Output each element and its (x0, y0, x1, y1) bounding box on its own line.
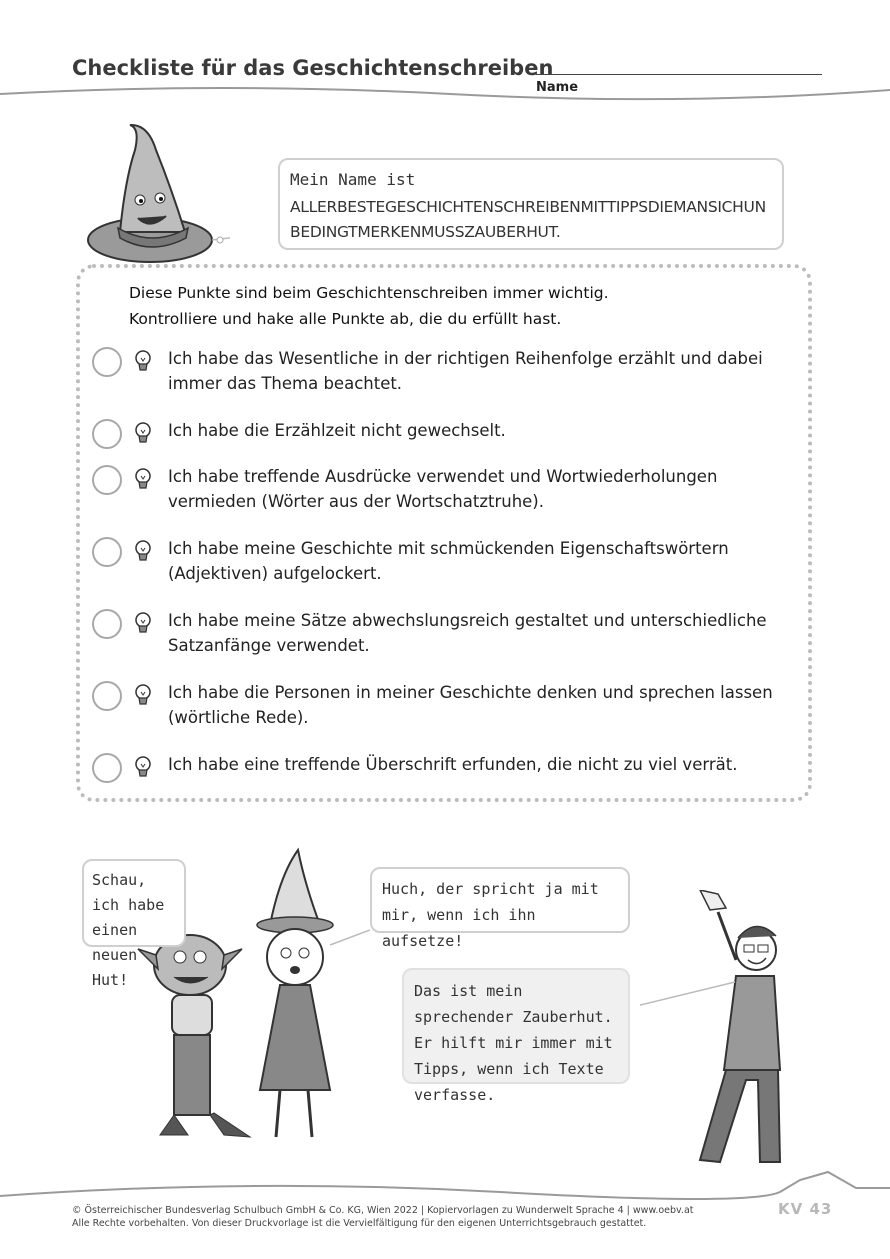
checklist-item-text: Ich habe die Personen in meiner Geschichte denken und sprechen lassen (wörtliche Rede). (168, 683, 773, 727)
checkbox-circle-icon[interactable] (92, 609, 122, 639)
page-code: KV 43 (778, 1200, 833, 1218)
lightbulb-icon (134, 684, 152, 708)
checkbox-circle-icon[interactable] (92, 465, 122, 495)
lightbulb-icon (134, 612, 152, 636)
lightbulb-icon (134, 350, 152, 374)
hat-speech-bubble (278, 158, 784, 250)
instruction-line-2: Kontrolliere und hake alle Punkte ab, die du erfüllt hast. (129, 310, 562, 328)
checklist-item-7 (92, 753, 802, 813)
instructions (129, 280, 609, 332)
copyright-footer (72, 1204, 772, 1230)
lightbulb-icon (134, 468, 152, 492)
header-divider (0, 80, 890, 120)
copyright-line-1: © Österreichischer Bundesverlag Schulbuch GmbH & Co. KG, Wien 2022 | Kopiervorlagen zu Wunderwelt Sprache 4 | www.oebv.at (72, 1205, 694, 1216)
checklist-item-text: Ich habe meine Sätze abwechslungsreich gestaltet und unterschiedliche Satzanfänge verwendet. (168, 611, 767, 655)
checklist-item-6 (92, 681, 802, 741)
checkbox-circle-icon[interactable] (92, 681, 122, 711)
checklist-item-4 (92, 537, 802, 597)
checkbox-circle-icon[interactable] (92, 419, 122, 449)
teacher-speech-bubble: Das ist mein sprechender Zauberhut. Er hilft mir immer mit Tipps, wenn ich Texte verfasse. (402, 968, 630, 1084)
alien-speech-bubble: Schau, ich habe einen neuen Hut! (82, 859, 186, 947)
checklist-item-text: Ich habe meine Geschichte mit schmückenden Eigenschaftswörtern (Adjektiven) aufgelockert. (168, 539, 729, 583)
page-title: Checkliste für das Geschichtenschreiben (72, 56, 554, 80)
lightbulb-icon (134, 540, 152, 564)
teacher-illustration (640, 890, 800, 1170)
checkbox-circle-icon[interactable] (92, 347, 122, 377)
checklist-item-text: Ich habe die Erzählzeit nicht gewechselt. (168, 421, 506, 440)
instruction-line-1: Diese Punkte sind beim Geschichtenschreiben immer wichtig. (129, 284, 609, 302)
girl-speech-bubble: Huch, der spricht ja mit mir, wenn ich ihn aufsetze! (370, 867, 630, 933)
lightbulb-icon (134, 422, 152, 446)
checklist-item-5 (92, 609, 802, 669)
hat-name-text: ALLERBESTEGESCHICHTENSCHREIBENMITTIPPSDIEMANSICHUNBEDINGTMERKENMUSSZAUBERHUT. (290, 198, 766, 241)
checkbox-circle-icon[interactable] (92, 753, 122, 783)
lightbulb-icon (134, 756, 152, 780)
checklist-item-text: Ich habe das Wesentliche in der richtigen Reihenfolge erzählt und dabei immer das Thema beachtet. (168, 349, 763, 393)
checkbox-circle-icon[interactable] (92, 537, 122, 567)
name-input-line[interactable] (536, 74, 822, 75)
checklist-item-text: Ich habe eine treffende Überschrift erfunden, die nicht zu viel verrät. (168, 755, 738, 774)
checklist-item-3 (92, 465, 802, 525)
checklist-item-1 (92, 347, 802, 407)
checklist-item-text: Ich habe treffende Ausdrücke verwendet und Wortwiederholungen vermieden (Wörter aus der Wortschatztruhe). (168, 467, 718, 511)
talking-hat-illustration (80, 120, 230, 270)
name-label: Name (536, 80, 579, 95)
hat-intro-text: Mein Name ist (290, 170, 416, 189)
copyright-line-2: Alle Rechte vorbehalten. Von dieser Druckvorlage ist die Vervielfältigung für den eigenen Unterrichtsgebrauch gestattet. (72, 1218, 647, 1229)
